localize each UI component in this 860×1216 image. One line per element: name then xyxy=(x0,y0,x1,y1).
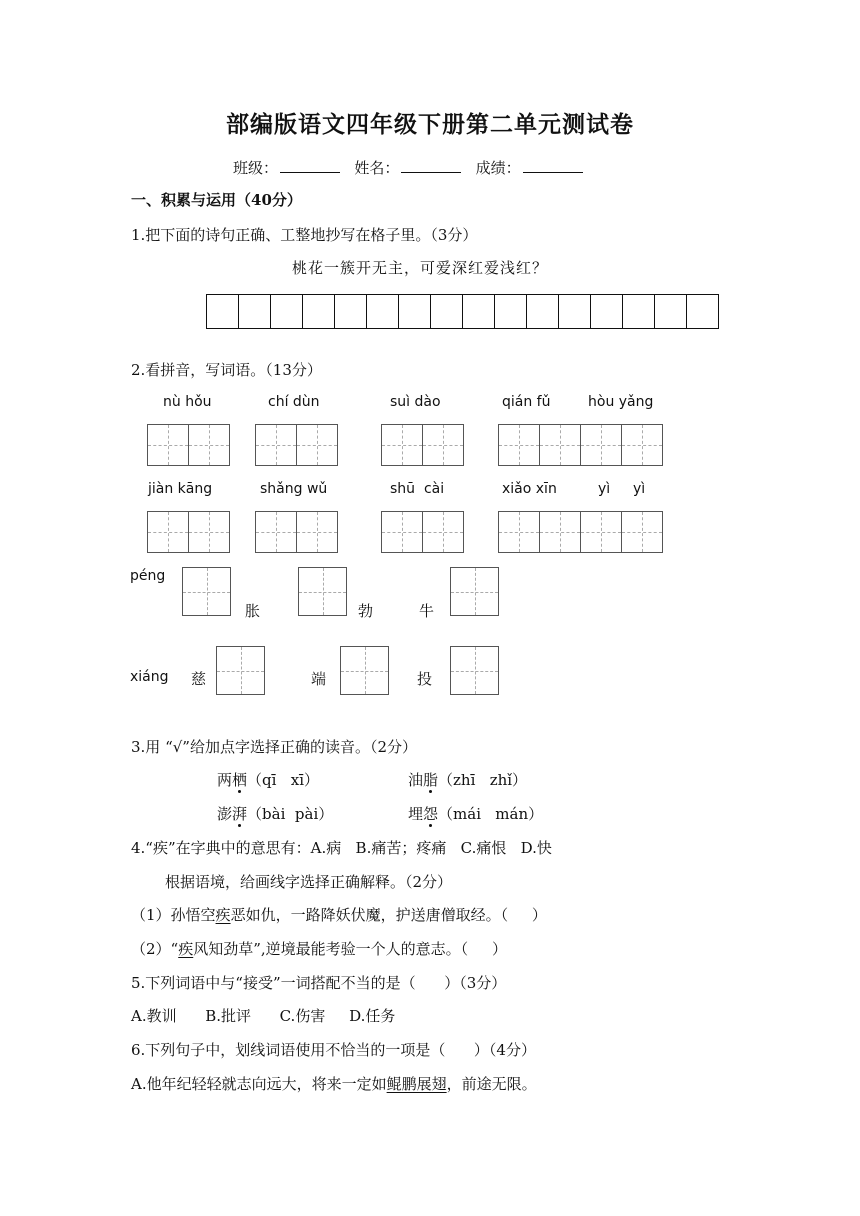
answer-box[interactable] xyxy=(340,646,389,695)
q3-prompt: 3.用 “√”给加点字选择正确的读音。（2分） xyxy=(131,738,418,756)
copy-grid[interactable] xyxy=(206,294,719,329)
word-char: 勃 xyxy=(358,602,374,620)
pinyin-label: xiǎo xīn xyxy=(502,481,557,497)
pinyin-label: shǎng wǔ xyxy=(260,481,328,497)
word-char: 胀 xyxy=(245,602,261,620)
answer-box[interactable] xyxy=(182,567,231,616)
q3-item: 澎湃（bài pài） xyxy=(217,805,334,823)
pinyin-label: shū cài xyxy=(390,481,445,497)
name-label: 姓名： xyxy=(354,159,400,177)
q3-item: 埋怨（mái mán） xyxy=(408,805,544,823)
underlined-char: 疾 xyxy=(215,906,231,924)
answer-box[interactable] xyxy=(255,511,338,553)
score-blank[interactable] xyxy=(523,172,583,173)
answer-box[interactable] xyxy=(498,511,663,553)
q4-sentence-1: （1）孙悟空疾恶如仇，一路降妖伏魔，护送唐僧取经。（ ） xyxy=(131,906,547,924)
q2-prompt: 2.看拼音，写词语。（13分） xyxy=(131,361,322,379)
q1-poem: 桃花一簇开无主，可爱深红爱浅红？ xyxy=(292,259,549,277)
answer-box[interactable] xyxy=(450,646,499,695)
pinyin-label: chí dùn xyxy=(268,394,320,410)
q3-item: 两栖（qī xī） xyxy=(217,771,319,789)
pinyin-label: jiàn kāng xyxy=(148,481,213,497)
q4-line2: 根据语境，给画线字选择正确解释。（2分） xyxy=(165,873,453,891)
class-blank[interactable] xyxy=(280,172,340,173)
pinyin-label: péng xyxy=(130,568,166,584)
q4-line1: 4.“疾”在字典中的意思有：A.病 B.痛苦；疼痛 C.痛恨 D.快 xyxy=(131,839,552,857)
page-title: 部编版语文四年级下册第二单元测试卷 xyxy=(226,112,634,138)
score-label: 成绩： xyxy=(475,159,521,177)
word-char: 投 xyxy=(417,670,433,688)
pinyin-label: suì dào xyxy=(390,394,441,410)
answer-box[interactable] xyxy=(498,424,663,466)
underlined-char: 疾 xyxy=(178,940,194,958)
underlined-phrase: 鲲鹏展翅 xyxy=(386,1075,447,1093)
word-char: 慈 xyxy=(191,670,207,688)
q6-prompt: 6.下列句子中，划线词语使用不恰当的一项是（ ）（4分） xyxy=(131,1041,536,1059)
answer-box[interactable] xyxy=(381,424,464,466)
q3-item: 油脂（zhī zhǐ） xyxy=(408,771,528,789)
answer-box[interactable] xyxy=(216,646,265,695)
class-label: 班级： xyxy=(233,159,279,177)
q5-options: A.教训 B.批评 C.伤害 D.任务 xyxy=(131,1007,396,1025)
q6-option-a: A.他年纪轻轻就志向远大，将来一定如鲲鹏展翅，前途无限。 xyxy=(131,1075,537,1093)
name-blank[interactable] xyxy=(401,172,461,173)
q5-prompt: 5.下列词语中与“接受”一词搭配不当的是（ ）（3分） xyxy=(131,974,507,992)
pinyin-label: yì xyxy=(633,481,646,497)
word-char: 端 xyxy=(311,670,327,688)
q1-prompt: 1.把下面的诗句正确、工整地抄写在格子里。（3分） xyxy=(131,226,478,244)
answer-box[interactable] xyxy=(255,424,338,466)
pinyin-label: yì xyxy=(598,481,611,497)
header-fields xyxy=(233,157,583,178)
answer-box[interactable] xyxy=(381,511,464,553)
pinyin-label: hòu yǎng xyxy=(588,394,654,410)
pinyin-label: qián fǔ xyxy=(502,394,551,410)
pinyin-label: xiáng xyxy=(130,669,169,685)
answer-box[interactable] xyxy=(147,511,230,553)
answer-box[interactable] xyxy=(450,567,499,616)
pinyin-label: nù hǒu xyxy=(163,394,212,410)
answer-box[interactable] xyxy=(298,567,347,616)
answer-box[interactable] xyxy=(147,424,230,466)
q4-sentence-2: （2）“疾风知劲草”,逆境最能考验一个人的意志。（ ） xyxy=(131,940,508,958)
section-heading: 一、积累与运用（40分） xyxy=(131,191,302,209)
word-char: 牛 xyxy=(419,602,435,620)
